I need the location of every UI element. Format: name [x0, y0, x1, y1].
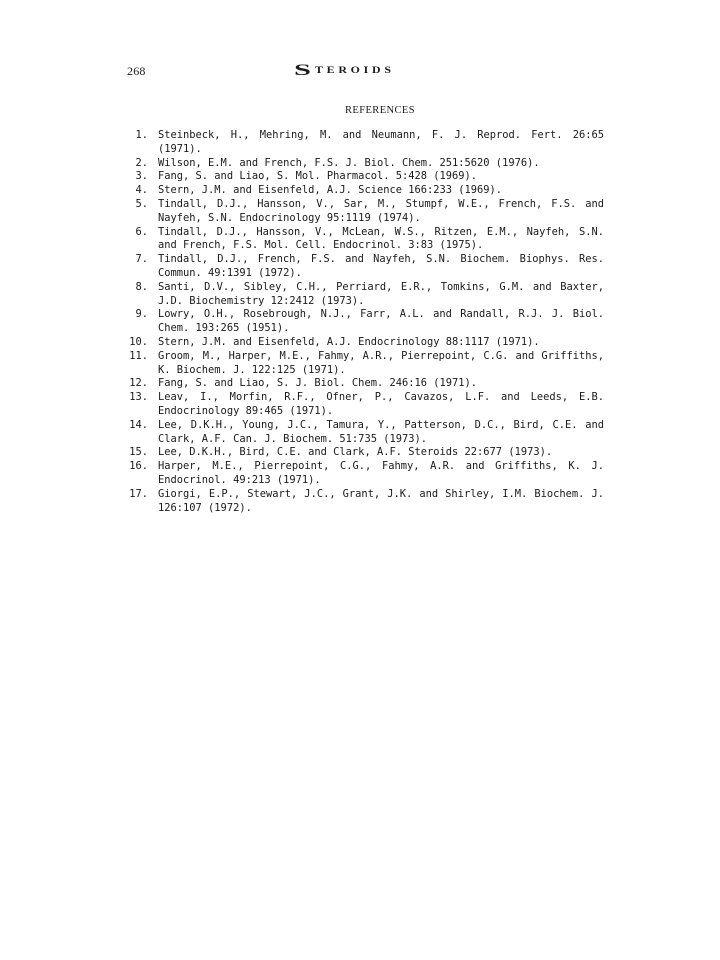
reference-item: [126, 460, 604, 488]
reference-number: 3.: [135, 170, 148, 183]
reference-number: 13.: [129, 391, 148, 404]
reference-text: Tindall, D.J., Hansson, V., McLean, W.S., Ritzen, E.M., Nayfeh, S.N. and French, F.S. Mol. Cell. Endocrinol. 3:83 (1975).: [158, 225, 604, 252]
reference-number: 9.: [135, 308, 148, 321]
reference-number: 16.: [129, 460, 148, 473]
reference-text: Santi, D.V., Sibley, C.H., Perriard, E.R., Tomkins, G.M. and Baxter, J.D. Biochemistry 12:2412 (1973).: [158, 280, 604, 307]
reference-item: [126, 184, 604, 198]
reference-text: Wilson, E.M. and French, F.S. J. Biol. Chem. 251:5620 (1976).: [158, 156, 540, 169]
references-heading: REFERENCES: [345, 105, 415, 116]
reference-number: 2.: [135, 156, 148, 169]
reference-text: Leav, I., Morfin, R.F., Ofner, P., Cavazos, L.F. and Leeds, E.B. Endocrinology 89:465 (1971).: [158, 391, 604, 417]
reference-text: Groom, M., Harper, M.E., Fahmy, A.R., Pierrepoint, C.G. and Griffiths, K. Biochem. J. 122:125 (1971).: [158, 349, 604, 376]
reference-item: [126, 391, 604, 419]
reference-item: [126, 157, 604, 171]
reference-number: 12.: [129, 377, 148, 390]
reference-text: Fang, S. and Liao, S. Mol. Pharmacol. 5:428 (1969).: [158, 170, 478, 183]
reference-number: 14.: [129, 418, 148, 431]
reference-text: Stern, J.M. and Eisenfeld, A.J. Endocrinology 88:1117 (1971).: [158, 335, 540, 348]
reference-text: Stern, J.M. and Eisenfeld, A.J. Science 166:233 (1969).: [158, 184, 503, 197]
reference-item: [126, 281, 604, 309]
reference-number: 15.: [129, 446, 148, 459]
reference-text: Tindall, D.J., Hansson, V., Sar, M., Stumpf, W.E., French, F.S. and Nayfeh, S.N. Endocrinology 95:1119 (1974).: [158, 197, 604, 224]
reference-text: Tindall, D.J., French, F.S. and Nayfeh, S.N. Biochem. Biophys. Res. Commun. 49:1391 (1972).: [158, 253, 604, 279]
reference-text: Harper, M.E., Pierrepoint, C.G., Fahmy, A.R. and Griffiths, K. J. Endocrinol. 49:213 (1971).: [158, 460, 604, 486]
reference-text: Steinbeck, H., Mehring, M. and Neumann, F. J. Reprod. Fert. 26:65 (1971).: [158, 129, 604, 155]
reference-list: [126, 129, 604, 515]
reference-text: Lowry, O.H., Rosebrough, N.J., Farr, A.L. and Randall, R.J. J. Biol. Chem. 193:265 (1951).: [158, 308, 604, 335]
journal-title-logo: [294, 62, 395, 79]
reference-item: [126, 129, 604, 157]
reference-text: Fang, S. and Liao, S. J. Biol. Chem. 246:16 (1971).: [158, 377, 478, 390]
reference-number: 7.: [135, 253, 148, 266]
reference-number: 6.: [135, 225, 148, 238]
reference-item: [126, 198, 604, 226]
reference-item: [126, 419, 604, 447]
reference-text: Lee, D.K.H., Young, J.C., Tamura, Y., Patterson, D.C., Bird, C.E. and Clark, A.F. Can. J. Biochem. 51:735 (1973).: [158, 418, 604, 445]
reference-item: [126, 308, 604, 336]
journal-title-rest: TEROIDS: [314, 66, 395, 76]
reference-number: 11.: [129, 349, 148, 362]
reference-text: Lee, D.K.H., Bird, C.E. and Clark, A.F. Steroids 22:677 (1973).: [158, 446, 553, 459]
reference-number: 10.: [129, 335, 148, 348]
reference-number: 1.: [135, 129, 148, 141]
reference-number: 4.: [135, 184, 148, 197]
reference-item: [126, 446, 604, 460]
reference-item: [126, 336, 604, 350]
reference-item: [126, 170, 604, 184]
reference-item: [126, 488, 604, 516]
reference-item: [126, 350, 604, 378]
page-number: 268: [127, 64, 146, 78]
reference-text: Giorgi, E.P., Stewart, J.C., Grant, J.K. and Shirley, I.M. Biochem. J. 126:107 (1972).: [158, 487, 604, 514]
journal-title-initial: S: [294, 62, 311, 79]
reference-item: [126, 253, 604, 281]
reference-number: 8.: [135, 280, 148, 293]
reference-item: [126, 226, 604, 254]
reference-item: [126, 377, 604, 391]
reference-number: 17.: [129, 487, 148, 500]
reference-number: 5.: [135, 197, 148, 210]
